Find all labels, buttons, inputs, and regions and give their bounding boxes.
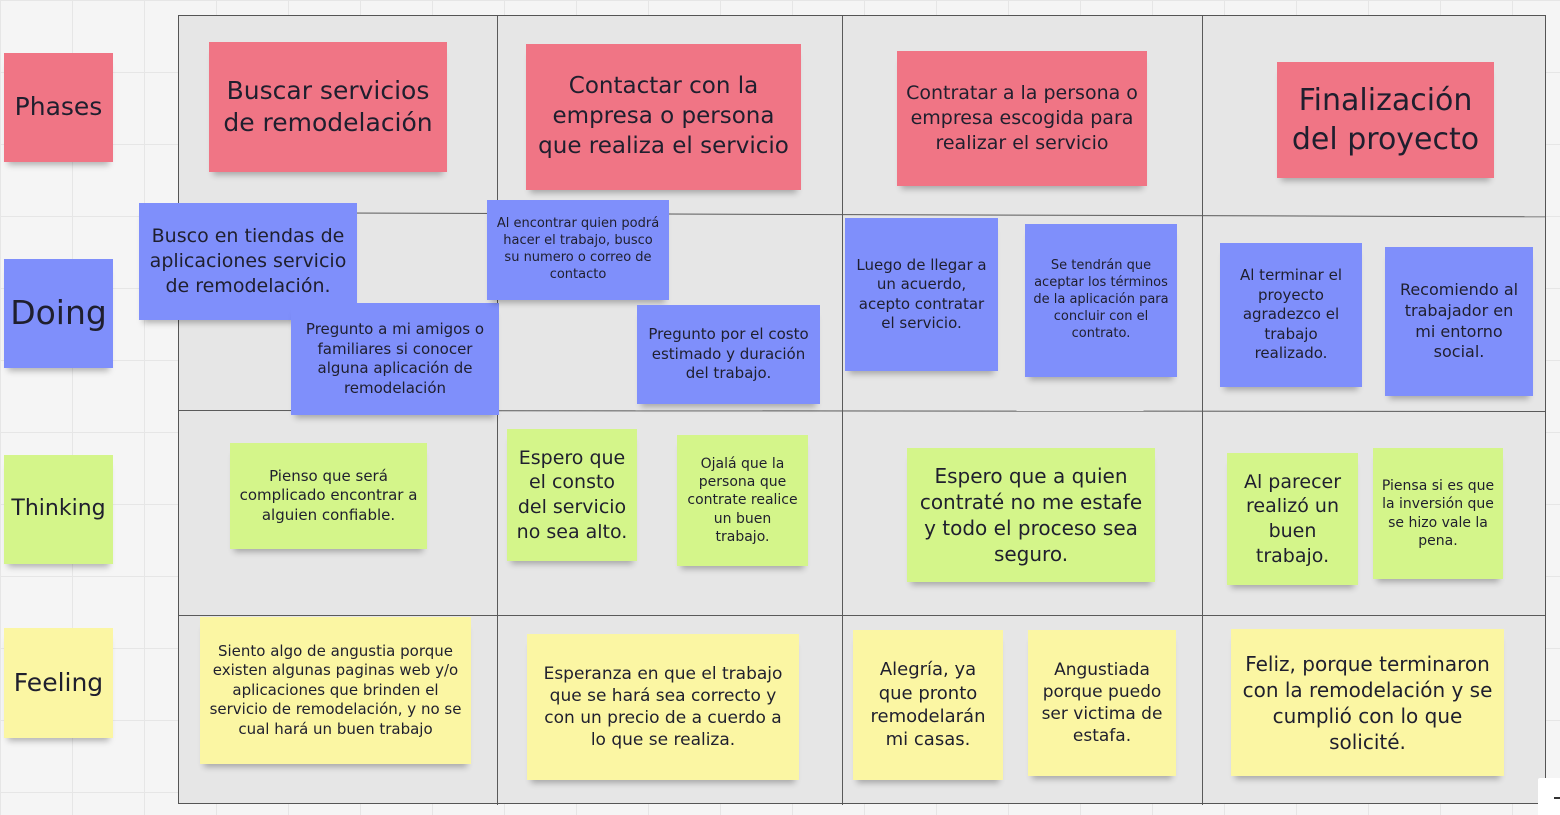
phase-note-3[interactable]: Contratar a la persona o empresa escogida para realizar el servicio (897, 51, 1147, 186)
grid-row-divider (179, 615, 1545, 616)
row-label-phases[interactable]: Phases (4, 53, 113, 162)
doing-note-5[interactable]: Luego de llegar a un acuerdo, acepto contratar el servicio. (845, 218, 998, 371)
feeling-note-1[interactable]: Siento algo de angustia porque existen algunas paginas web y/o aplicaciones que brinden el servicio de remodelación, y no se cual hará un buen trabajo (200, 617, 471, 764)
doing-note-2[interactable]: Pregunto a mi amigos o familiares si conocer alguna aplicación de remodelación (291, 303, 499, 415)
thinking-note-1[interactable]: Pienso que será complicado encontrar a alguien confiable. (230, 443, 427, 549)
feeling-note-5[interactable]: Feliz, porque terminaron con la remodelación y se cumplió con lo que solicité. (1231, 629, 1504, 776)
thinking-note-4[interactable]: Espero que a quien contraté no me estafe y todo el proceso sea seguro. (907, 448, 1155, 582)
doing-note-8[interactable]: Recomiendo al trabajador en mi entorno social. (1385, 247, 1533, 396)
phase-note-1[interactable]: Buscar servicios de remodelación (209, 42, 447, 172)
thinking-note-5[interactable]: Al parecer realizó un buen trabajo. (1227, 453, 1358, 585)
thinking-note-6[interactable]: Piensa si es que la inversión que se hizo vale la pena. (1373, 448, 1503, 579)
doing-note-3[interactable]: Al encontrar quien podrá hacer el trabajo, busco su numero o correo de contacto (487, 200, 669, 300)
phase-note-2[interactable]: Contactar con la empresa o persona que realiza el servicio (526, 44, 801, 190)
doing-note-6[interactable]: Se tendrán que aceptar los términos de la aplicación para concluir con el contrato. (1025, 224, 1177, 377)
thinking-note-3[interactable]: Ojalá que la persona que contrate realice un buen trabajo. (677, 435, 808, 566)
phase-note-4[interactable]: Finalización del proyecto (1277, 62, 1494, 178)
doing-note-7[interactable]: Al terminar el proyecto agradezco el trabajo realizado. (1220, 243, 1362, 387)
grid-row-divider (179, 212, 1545, 217)
doing-note-4[interactable]: Pregunto por el costo estimado y duración del trabajo. (637, 305, 820, 404)
feeling-note-2[interactable]: Esperanza en que el trabajo que se hará sea correcto y con un precio de a cuerdo a lo que se realiza. (527, 634, 799, 780)
feeling-note-3[interactable]: Alegría, ya que pronto remodelarán mi casas. (853, 630, 1003, 780)
thinking-note-2[interactable]: Espero que el consto del servicio no sea alto. (507, 429, 637, 561)
row-label-doing[interactable]: Doing (4, 259, 113, 368)
zoom-out-icon[interactable] (1554, 797, 1560, 799)
row-label-thinking[interactable]: Thinking (4, 455, 113, 564)
feeling-note-4[interactable]: Angustiada porque puedo ser victima de estafa. (1028, 630, 1176, 776)
doing-note-1[interactable]: Busco en tiendas de aplicaciones servicio de remodelación. (139, 203, 357, 320)
row-label-feeling[interactable]: Feeling (4, 628, 113, 738)
